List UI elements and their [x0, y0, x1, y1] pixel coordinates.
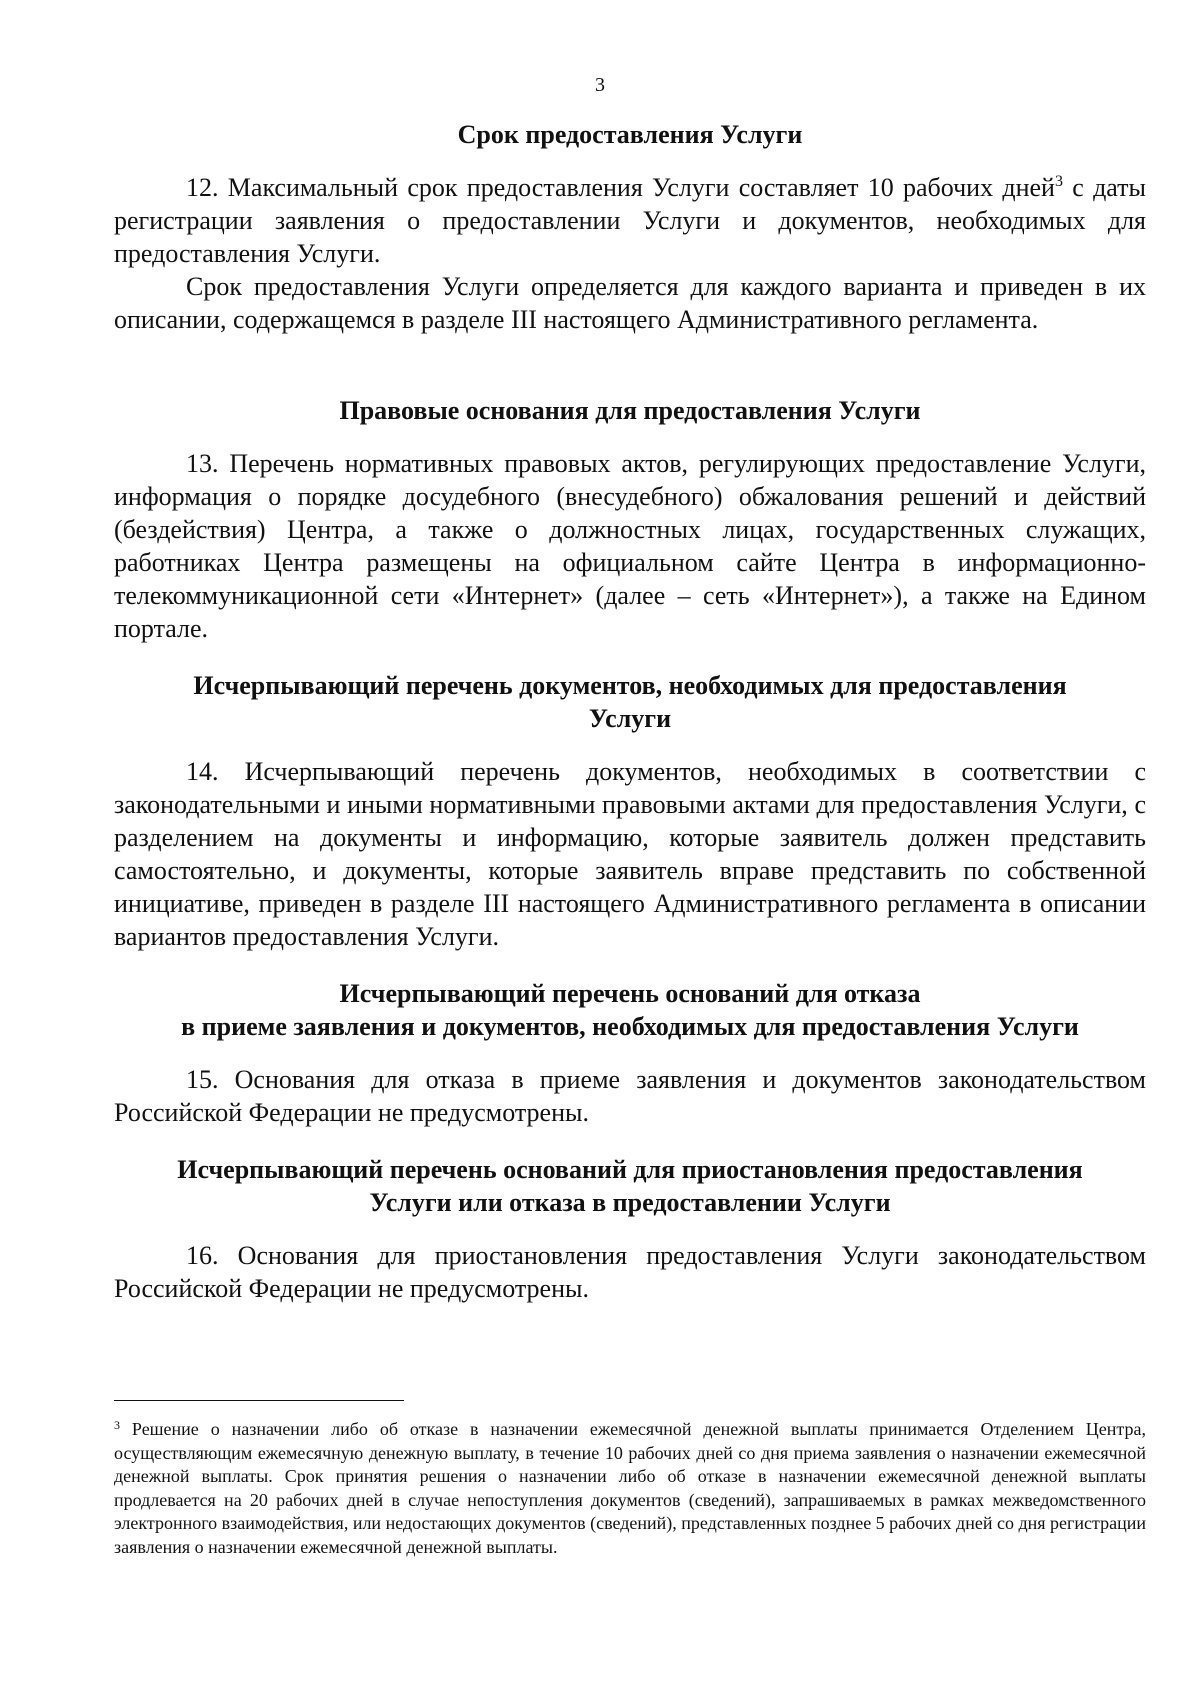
document-body — [114, 118, 1146, 1305]
paragraph-16: 16. Основания для приостановления предоставления Услуги законодательством Российской Федерации не предусмотрены. — [114, 1241, 1146, 1303]
section-heading-line: Исчерпывающий перечень оснований для отказа — [339, 979, 921, 1008]
paragraph-12 — [114, 171, 1146, 270]
paragraph-12-text: 12. Максимальный срок предоставления Услуги составляет 10 рабочих дней — [186, 173, 1055, 202]
section-heading-term: Срок предоставления Услуги — [457, 120, 803, 149]
section-heading-suspension-grounds — [114, 1153, 1146, 1219]
section-heading-line: Услуги или отказа в предоставлении Услуги — [369, 1188, 891, 1217]
page-number: 3 — [595, 74, 605, 96]
section-heading-line: Исчерпывающий перечень документов, необходимых для предоставления — [193, 671, 1067, 700]
section-heading-line: Услуги — [588, 704, 672, 733]
section-heading-legal-basis: Правовые основания для предоставления Услуги — [339, 396, 921, 425]
footnote-divider — [114, 1400, 404, 1401]
footnote-ref: 3 — [1054, 173, 1063, 190]
paragraph-12-text-after: с даты регистрации заявления о предоставлении Услуги и документов, необходимых для предоставления Услуги. — [114, 173, 1147, 268]
paragraph-14: 14. Исчерпывающий перечень документов, необходимых в соответствии с законодательными и иными нормативными правовыми актами для предоставления Услуги, с разделением на документы и информацию, которые заявитель должен представить самостоятельно, и документы, которые заявитель вправе представить по собственной инициативе, приведен в разделе III настоящего Административного регламента в описании вариантов предоставления Услуги. — [114, 757, 1146, 951]
footnote-text: Решение о назначении либо об отказе в назначении ежемесячной денежной выплаты принимается Отделением Центра, осуществляющим ежемесячную денежную выплату, в течение 10 рабочих дней со дня приема заявления о назначении ежемесячной денежной выплаты. Срок принятия решения о назначении либо об отказе в назначении ежемесячной денежной выплаты продлевается на 20 рабочих дней в случае непоступления документов (сведений), запрашиваемых в рамках межведомственного электронного взаимодействия, или недостающих документов (сведений), представленных позднее 5 рабочих дней со дня регистрации заявления о назначении ежемесячной денежной выплаты. — [114, 1419, 1146, 1557]
section-heading-line: в приеме заявления и документов, необходимых для предоставления Услуги — [181, 1012, 1079, 1041]
paragraph-13: 13. Перечень нормативных правовых актов, регулирующих предоставление Услуги, информация о порядке досудебного (внесудебного) обжалования решений и действий (бездействия) Центра, а также о должностных лицах, государственных служащих, работниках Центра размещены на официальном сайте Центра в информационно-телекоммуникационной сети «Интернет» (далее – сеть «Интернет»), а также на Едином портале. — [114, 449, 1146, 643]
section-heading-line: Исчерпывающий перечень оснований для приостановления предоставления — [177, 1155, 1083, 1184]
section-heading-refusal-grounds — [114, 977, 1146, 1043]
section-heading-documents — [114, 669, 1146, 735]
paragraph-15: 15. Основания для отказа в приеме заявления и документов законодательством Российской Федерации не предусмотрены. — [114, 1065, 1146, 1127]
paragraph-12-continued: Срок предоставления Услуги определяется для каждого варианта и приведен в их описании, содержащемся в разделе III настоящего Административного регламента. — [114, 272, 1146, 334]
footnote — [114, 1418, 1146, 1559]
footnote-marker: 3 — [114, 1418, 120, 1432]
